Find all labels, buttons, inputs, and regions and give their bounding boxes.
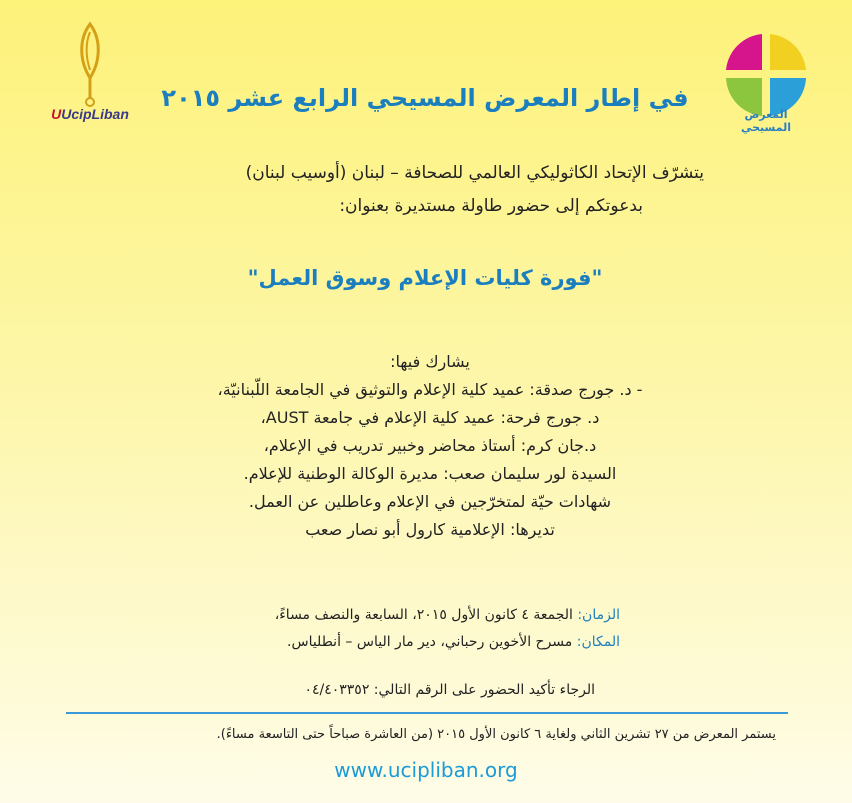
participant-item: د.جان كرم: أستاذ محاضر وخبير تدريب في الإعلام، (263, 436, 597, 455)
exhibition-note: يستمر المعرض من ٢٧ تشرين الثاني ولغاية ٦ كانون الأول ٢٠١٥ (من العاشرة صباحاً حتى التاسعة مساءً). (216, 727, 776, 742)
ucip-liban-logo: UUcipLiban (40, 18, 140, 128)
place-info (150, 634, 620, 650)
place-value: مسرح الأخوين رحباني، دير مار الياس – أنطلياس. (287, 634, 573, 650)
time-label: الزمان: (577, 607, 620, 623)
participants-heading: يشارك فيها: (390, 352, 470, 371)
participant-item: السيدة لور سليمان صعب: مديرة الوكالة الوطنية للإعلام. (243, 464, 617, 483)
intro-line-1: يتشرّف الإتحاد الكاثوليكي العالمي للصحافة – لبنان (أوسيب لبنان) (245, 163, 704, 183)
place-label: المكان: (576, 634, 620, 650)
participants-section (150, 348, 710, 544)
time-info (150, 607, 620, 623)
divider (66, 712, 788, 714)
participant-item: شهادات حيّة لمتخرّجين في الإعلام وعاطلين عن العمل. (248, 492, 612, 511)
time-value: الجمعة ٤ كانون الأول ٢٠١٥، السابعة والنصف مساءً، (274, 607, 573, 623)
participant-item: - د. جورج صدقة: عميد كلية الإعلام والتوثيق في الجامعة اللّبنانيّة، (217, 380, 643, 399)
confirm-text: الرجاء تأكيد الحضور على الرقم التالي: ٠٤/٤٠٣٣٥٢ (304, 682, 595, 698)
intro-line-2: بدعوتكم إلى حضور طاولة مستديرة بعنوان: (339, 196, 643, 216)
participant-item: د. جورج فرحة: عميد كلية الإعلام في جامعة AUST، (260, 408, 600, 427)
header-title: في إطار المعرض المسيحي الرابع عشر ٢٠١٥ (161, 84, 689, 112)
website-link[interactable]: www.ucipliban.org (334, 758, 518, 782)
christian-fair-logo (718, 28, 814, 138)
logo-caption: المعرض المسيحي (740, 108, 791, 134)
event-title: "فورة كليات الإعلام وسوق العمل" (247, 266, 603, 290)
participant-item: تديرها: الإعلامية كارول أبو نصار صعب (305, 520, 555, 539)
logo-text: UcipLiban (61, 106, 129, 122)
